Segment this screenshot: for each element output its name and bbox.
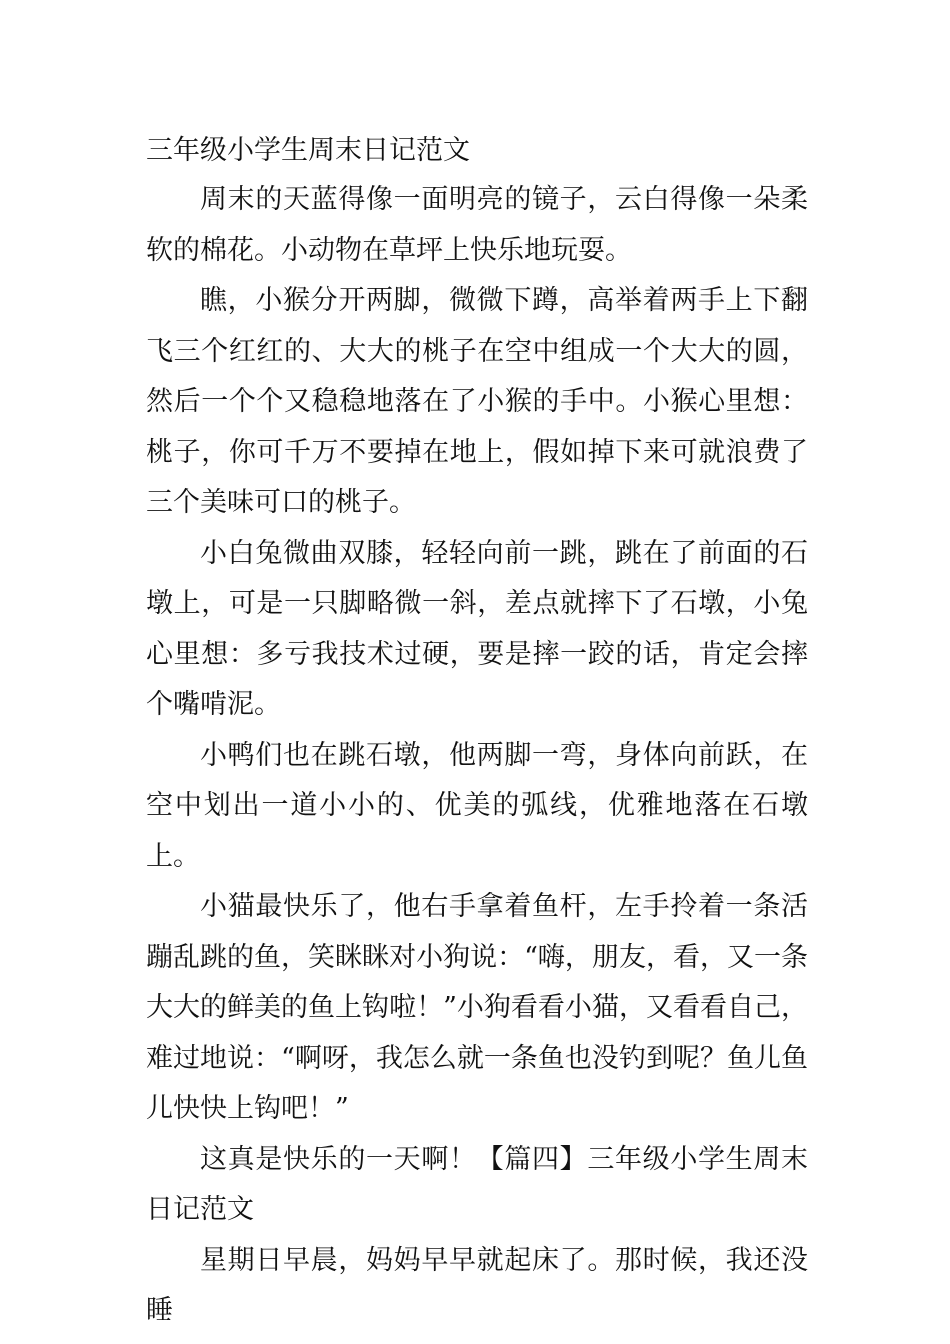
paragraph-happy-day: 这真是快乐的一天啊！【篇四】三年级小学生周末日记范文 (146, 1143, 808, 1225)
paragraph-rabbit: 小白兔微曲双膝，轻轻向前一跳，跳在了前面的石墩上，可是一只脚略微一斜，差点就摔下了石墩，小兔心里想：多亏我技术过硬，要是摔一跤的话，肯定会摔个嘴啃泥。 (146, 537, 808, 720)
document-body (146, 127, 808, 1337)
paragraph-monkey: 瞧，小猴分开两脚，微微下蹲，高举着两手上下翻飞三个红红的、大大的桃子在空中组成一个大大的圆，然后一个个又稳稳地落在了小猴的手中。小猴心里想：桃子，你可千万不要掉在地上，假如掉下来可就浪费了三个美味可口的桃子。 (146, 285, 808, 518)
paragraph-sunday: 星期日早晨，妈妈早早就起床了。那时候，我还没睡 (146, 1244, 808, 1326)
paragraph-ducks: 小鸭们也在跳石墩，他两脚一弯，身体向前跃，在空中划出一道小小的、优美的弧线，优雅地落在石墩上。 (146, 739, 808, 872)
paragraph-cat: 小猫最快乐了，他右手拿着鱼杆，左手拎着一条活蹦乱跳的鱼，笑眯眯对小狗说：“嗨，朋友，看，又一条大大的鲜美的鱼上钩啦！”小狗看看小猫，又看看自己，难过地说：“啊呀，我怎么就一条鱼也没钓到呢？鱼儿鱼儿快快上钩吧！” (146, 891, 808, 1124)
document-title: 三年级小学生周末日记范文 (146, 135, 470, 166)
paragraph-sky: 周末的天蓝得像一面明亮的镜子，云白得像一朵柔软的棉花。小动物在草坪上快乐地玩耍。 (146, 184, 808, 266)
